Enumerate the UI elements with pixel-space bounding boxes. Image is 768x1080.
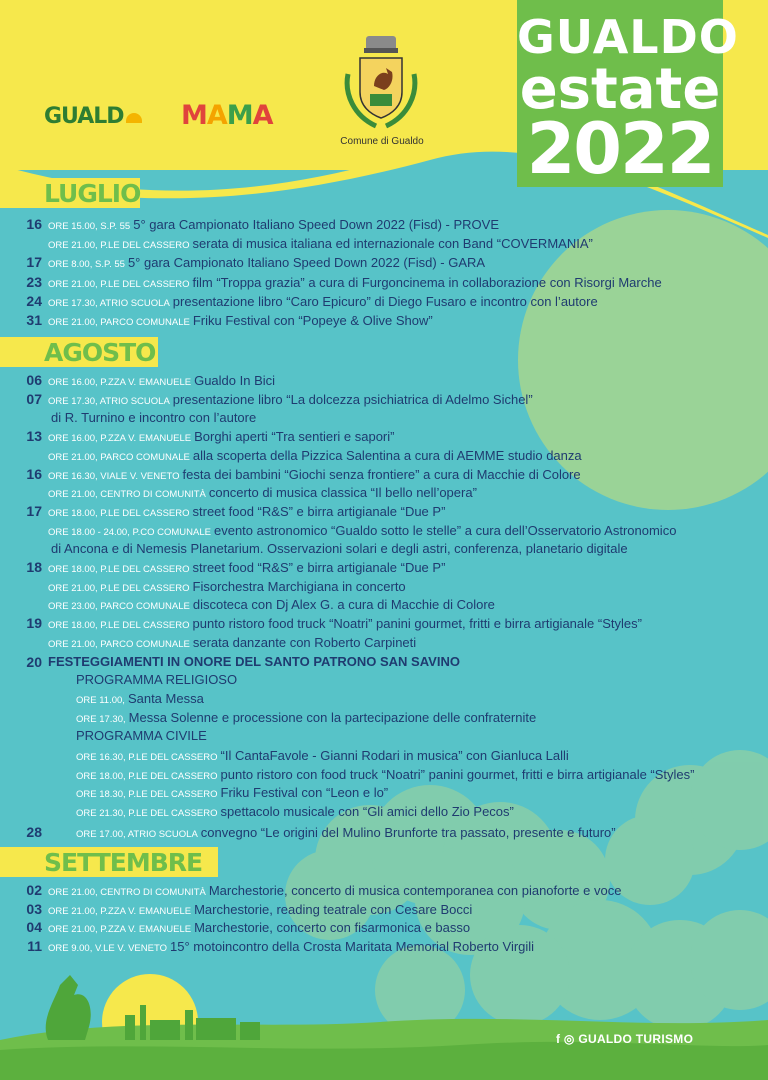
programma-religioso-label: PROGRAMMA RELIGIOSO bbox=[76, 672, 238, 687]
event-time-place: ORE 9.00, V.LE V. VENETO bbox=[48, 942, 167, 954]
event-time-place: ORE 21.00, P.LE DEL CASSERO bbox=[48, 240, 190, 252]
event-day: 16 bbox=[26, 216, 42, 232]
event-day: 02 bbox=[26, 882, 42, 898]
comune-label: Comune di Gualdo bbox=[340, 136, 424, 147]
event-row bbox=[0, 707, 768, 726]
patrono-heading-row: 20 FESTEGGIAMENTI IN ONORE DEL SANTO PATRONO SAN SAVINO bbox=[26, 654, 460, 670]
event-description: di Ancona e di Nemesis Planetarium. Osservazioni solari e degli astri, conferenza, planetario digitale bbox=[51, 541, 628, 557]
event-description: festa dei bambini “Giochi senza frontiere” a cura di Macchie di Colore bbox=[182, 466, 581, 482]
event-description: evento astronomico “Gualdo sotto le stelle” a cura dell’Osservatorio Astronomico bbox=[213, 522, 677, 538]
event-day: 17 bbox=[26, 254, 42, 271]
title-estate: estate bbox=[519, 57, 721, 122]
patrono-heading: FESTEGGIAMENTI IN ONORE DEL SANTO PATRONO SAN SAVINO bbox=[48, 654, 460, 669]
event-time-place: ORE 21.00, P.LE DEL CASSERO bbox=[48, 582, 190, 594]
event-time-place: ORE 21.00, PARCO COMUNALE bbox=[48, 451, 190, 463]
event-description: street food “R&S” e birra artigianale “Due P” bbox=[192, 560, 446, 575]
event-row bbox=[0, 880, 768, 899]
month-header-settembre: SETTEMBRE bbox=[0, 847, 218, 877]
event-row bbox=[0, 632, 768, 651]
event-description: serata di musica italiana ed internazionale con Band “COVERMANIA” bbox=[192, 236, 593, 252]
event-description: Messa Solenne e processione con la partecipazione delle confraternite bbox=[128, 709, 537, 725]
programma-religioso-row bbox=[0, 670, 768, 689]
event-row bbox=[0, 917, 768, 936]
event-time-place: ORE 18.00, P.LE DEL CASSERO bbox=[76, 770, 218, 782]
event-time-place: ORE 18.00, P.LE DEL CASSERO bbox=[48, 507, 190, 519]
mama-logo: MAMA bbox=[181, 100, 273, 131]
event-row bbox=[0, 745, 768, 764]
event-time-place: ORE 18.00, P.LE DEL CASSERO bbox=[48, 564, 190, 575]
event-row bbox=[0, 252, 768, 271]
event-description: 15° motoincontro della Crosta Maritata Memorial Roberto Virgili bbox=[170, 938, 535, 954]
event-time-place: ORE 15.00, S.P. 55 bbox=[48, 221, 131, 232]
gualdo-logo: GUALD bbox=[44, 104, 142, 129]
event-row bbox=[0, 764, 768, 783]
event-description: punto ristoro con food truck “Noatri” panini gourmet, fritti e birra artigianale “Styles” bbox=[220, 766, 695, 782]
sun-icon bbox=[126, 113, 142, 123]
event-row bbox=[0, 445, 768, 464]
event-row bbox=[0, 688, 768, 707]
comune-crest-icon bbox=[340, 34, 422, 134]
event-time-place: ORE 11.00, bbox=[76, 695, 125, 706]
event-time-place: ORE 16.00, P.ZZA V. EMANUELE bbox=[48, 433, 192, 445]
event-description: Santa Messa bbox=[127, 691, 204, 706]
event-description: punto ristoro food truck “Noatri” panini gourmet, fritti e birra artigianale “Styles” bbox=[192, 616, 642, 632]
month-header-agosto: AGOSTO bbox=[0, 337, 158, 367]
event-row bbox=[0, 538, 768, 557]
event-row bbox=[0, 501, 768, 520]
event-description: Borghi aperti “Tra sentieri e sapori” bbox=[194, 429, 395, 445]
event-row bbox=[0, 370, 768, 389]
event-day: 23 bbox=[26, 273, 42, 290]
event-time-place: ORE 21.00, P.ZZA V. EMANUELE bbox=[48, 905, 192, 917]
event-description: serata danzante con Roberto Carpineti bbox=[192, 634, 417, 650]
event-row bbox=[0, 801, 768, 820]
event-time-place: ORE 21.30, P.LE DEL CASSERO bbox=[76, 808, 218, 820]
event-row bbox=[0, 214, 768, 233]
event-row bbox=[0, 272, 768, 291]
event-description: presentazione libro “Caro Epicuro” di Diego Fusaro e incontro con l’autore bbox=[172, 293, 598, 309]
event-row bbox=[0, 310, 768, 329]
event-description: Marchestorie, concerto di musica contemporanea con pianoforte e voce bbox=[208, 883, 622, 898]
event-time-place: ORE 16.30, P.LE DEL CASSERO bbox=[76, 752, 218, 763]
event-time-place: ORE 21.00, P.ZZA V. EMANUELE bbox=[48, 924, 192, 935]
facebook-instagram-icon: f ◎ bbox=[556, 1032, 575, 1046]
event-row bbox=[0, 782, 768, 801]
footer-social[interactable] bbox=[556, 1032, 693, 1046]
event-row bbox=[0, 426, 768, 445]
event-row bbox=[0, 557, 768, 576]
event-row bbox=[0, 576, 768, 595]
event-description: spettacolo musicale con “Gli amici dello Zio Pecos” bbox=[220, 804, 514, 820]
event-day: 06 bbox=[26, 372, 42, 388]
event-description: Gualdo In Bici bbox=[194, 373, 276, 388]
event-description: Marchestorie, concerto con fisarmonica e basso bbox=[194, 920, 471, 935]
event-row bbox=[0, 899, 768, 918]
event-time-place: ORE 21.00, CENTRO DI COMUNITÀ bbox=[48, 489, 206, 501]
event-row bbox=[0, 482, 768, 501]
event-row bbox=[0, 389, 768, 408]
event-row bbox=[0, 233, 768, 252]
event-time-place: ORE 21.00, PARCO COMUNALE bbox=[48, 638, 190, 650]
event-day: 31 bbox=[26, 312, 42, 328]
event-row bbox=[0, 291, 768, 310]
event-row bbox=[0, 613, 768, 632]
event-description: film “Troppa grazia” a cura di Furgoncinema in collaborazione con Risorgi Marche bbox=[192, 274, 662, 290]
event-day: 11 bbox=[27, 937, 42, 954]
event-description: di R. Turnino e incontro con l’autore bbox=[51, 410, 257, 426]
event-row bbox=[0, 520, 768, 539]
event-time-place: ORE 21.00, PARCO COMUNALE bbox=[48, 317, 190, 328]
event-time-place: ORE 16.30, VIALE V. VENETO bbox=[48, 470, 180, 482]
event-day: 13 bbox=[26, 428, 42, 445]
event-day: 07 bbox=[26, 390, 42, 407]
event-row bbox=[0, 594, 768, 613]
programma-civile-label: PROGRAMMA CIVILE bbox=[76, 728, 207, 743]
programma-civile-row bbox=[0, 726, 768, 745]
title-block bbox=[517, 0, 739, 190]
event-description: Marchestorie, reading teatrale con Cesare Bocci bbox=[194, 901, 473, 917]
footer-text: GUALDO TURISMO bbox=[578, 1032, 694, 1046]
event-day: 18 bbox=[26, 559, 42, 575]
event-day: 19 bbox=[26, 615, 42, 632]
event-time-place: ORE 16.00, P.ZZA V. EMANUELE bbox=[48, 377, 192, 388]
event-row bbox=[0, 407, 768, 426]
event-day: 03 bbox=[26, 900, 42, 917]
event-day: 17 bbox=[26, 502, 42, 519]
event-description: Friku Festival con “Popeye & Olive Show” bbox=[192, 313, 433, 328]
title-gualdo: GUALDO bbox=[517, 10, 739, 64]
event-description: presentazione libro “La dolcezza psichiatrica di Adelmo Sichel” bbox=[172, 391, 533, 407]
event-day: 04 bbox=[26, 919, 42, 935]
event-time-place: ORE 17.30, ATRIO SCUOLA bbox=[48, 297, 170, 309]
event-description: 5° gara Campionato Italiano Speed Down 2022 (Fisd) - GARA bbox=[127, 255, 486, 271]
event-description: discoteca con Dj Alex G. a cura di Macchie di Colore bbox=[192, 597, 495, 613]
event-time-place: ORE 21.00, P.LE DEL CASSERO bbox=[48, 278, 190, 290]
event-description: Friku Festival con “Leon e lo” bbox=[220, 785, 389, 801]
event-description: 5° gara Campionato Italiano Speed Down 2022 (Fisd) - PROVE bbox=[133, 217, 499, 232]
event-time-place: ORE 18.00 - 24.00, P.CO COMUNALE bbox=[48, 526, 211, 538]
event-description: alla scoperta della Pizzica Salentina a cura di AEMME studio danza bbox=[192, 447, 582, 463]
event-time-place: ORE 17.30, ATRIO SCUOLA bbox=[48, 395, 170, 407]
event-description: street food “R&S” e birra artigianale “Due P” bbox=[192, 503, 446, 519]
event-row bbox=[0, 464, 768, 483]
event-time-place: ORE 18.30, P.LE DEL CASSERO bbox=[76, 789, 218, 801]
event-time-place: ORE 23.00, PARCO COMUNALE bbox=[48, 601, 190, 613]
event-day: 24 bbox=[26, 292, 42, 309]
event-description: concerto di musica classica “Il bello nell’opera” bbox=[208, 485, 477, 501]
event-row-28: 28 ORE 17.00, ATRIO SCUOLA convegno “Le origini del Mulino Brunforte tra passato, presente e futuro” bbox=[26, 824, 616, 840]
event-day: 16 bbox=[26, 465, 42, 482]
event-time-place: ORE 17.30, bbox=[76, 713, 126, 725]
title-year: 2022 bbox=[526, 108, 714, 190]
event-time-place: ORE 21.00, CENTRO DI COMUNITÀ bbox=[48, 887, 206, 898]
event-time-place: ORE 8.00, S.P. 55 bbox=[48, 259, 125, 271]
event-description: Fisorchestra Marchigiana in concerto bbox=[192, 578, 406, 594]
event-description: “Il CantaFavole - Gianni Rodari in musica” con Gianluca Lalli bbox=[220, 748, 569, 763]
month-header-luglio: LUGLIO bbox=[0, 178, 140, 208]
event-row bbox=[0, 936, 768, 955]
event-time-place: ORE 18.00, P.LE DEL CASSERO bbox=[48, 620, 190, 632]
